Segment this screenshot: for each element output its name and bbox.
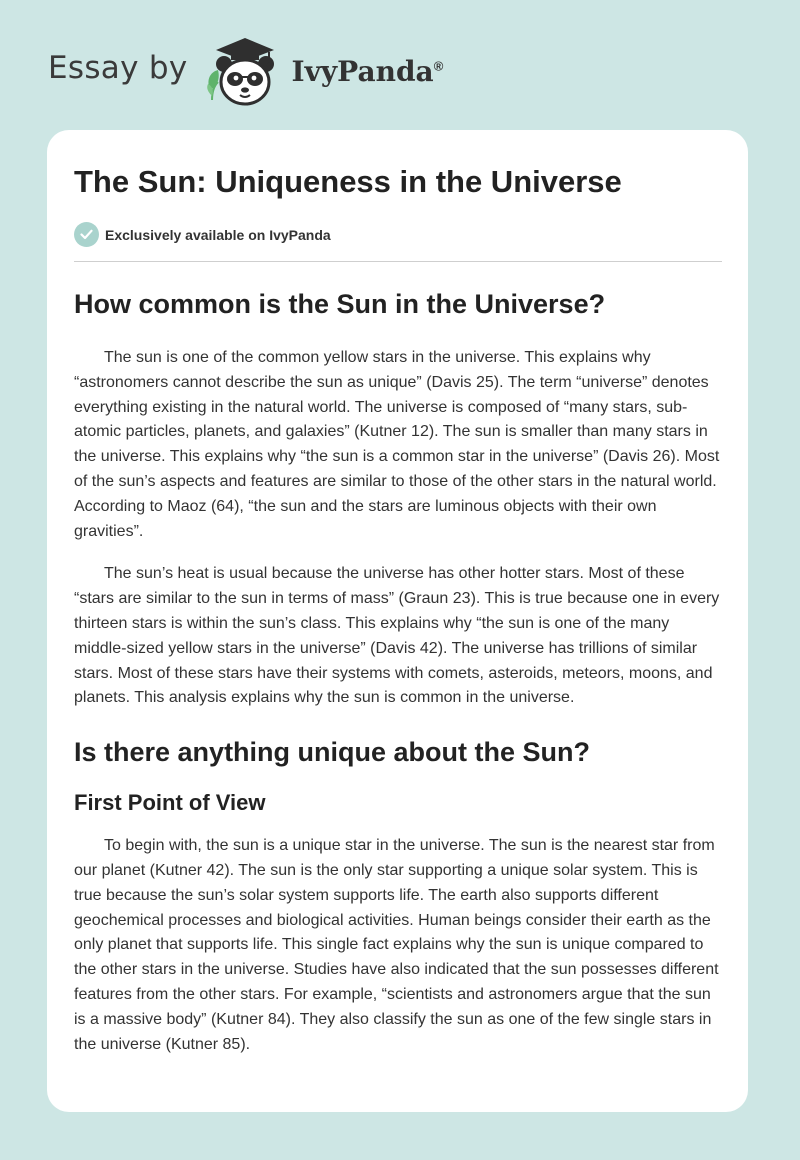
subsection-heading: First Point of View [74, 790, 266, 816]
title-divider [74, 261, 722, 262]
document-title: The Sun: Uniqueness in the Universe [74, 164, 622, 199]
essay-card [47, 130, 748, 1112]
brand-prefix: Essay by [48, 50, 188, 86]
exclusive-rest: ly available on IvyPanda [169, 226, 331, 243]
exclusive-text [105, 227, 331, 243]
exclusive-label: Exclusive [105, 226, 170, 243]
paragraph: The sun’s heat is usual because the universe has other hotter stars. Most of these “stars are similar to the sun in terms of mass” (Graun 23). This is true because one in every thirteen stars is within the sun’s class. This explains why “the sun is one of the many middle-sized yellow stars in the universe” (Davis 42). The universe has trillions of similar stars. Most of these stars have their systems with comets, asteroids, meteors, moons, and planets. This analysis explains why the sun is common in the universe. [74, 565, 720, 707]
check-icon [74, 222, 99, 247]
exclusive-badge [74, 222, 331, 247]
section-heading: Is there anything unique about the Sun? [74, 737, 591, 768]
panda-logo-icon [202, 30, 288, 110]
trademark-symbol: ® [433, 58, 444, 74]
essay-body [74, 278, 724, 1057]
section-heading: How common is the Sun in the Universe? [74, 289, 606, 319]
brand-name-text: IvyPanda [291, 54, 434, 88]
brand-header [48, 30, 443, 110]
brand-name [292, 55, 444, 88]
paragraph: The sun is one of the common yellow stars in the universe. This explains why “astronomers cannot describe the sun as unique” (Davis 25). The term “universe” denotes everything existing in the natural world. The universe is composed of “many stars, sub-atomic particles, planets, and galaxies” (Kutner 12). The sun is smaller than many stars in the universe. This explains why “the sun is a common star in the universe” (Davis 26). Most of the sun’s aspects and features are similar to those of the other stars in the natural world. According to Maoz (64), “the sun and the stars are luminous objects with their own gravities”. [74, 349, 720, 540]
paragraph: To begin with, the sun is a unique star in the universe. The sun is the nearest star from our planet (Kutner 42). The sun is the only star supporting a unique solar system. This is true because the sun’s solar system supports life. The earth also supports different geochemical processes and biological activities. Human beings consider their earth as the only planet that supports life. This single fact explains why the sun is unique compared to the other stars in the universe. Studies have also indicated that the sun possesses different features from the other stars. For example, “scientists and astronomers argue that the sun is a massive body” (Kutner 84). They also classify the sun as one of the few single stars in the universe (Kutner 85). [74, 837, 719, 1053]
